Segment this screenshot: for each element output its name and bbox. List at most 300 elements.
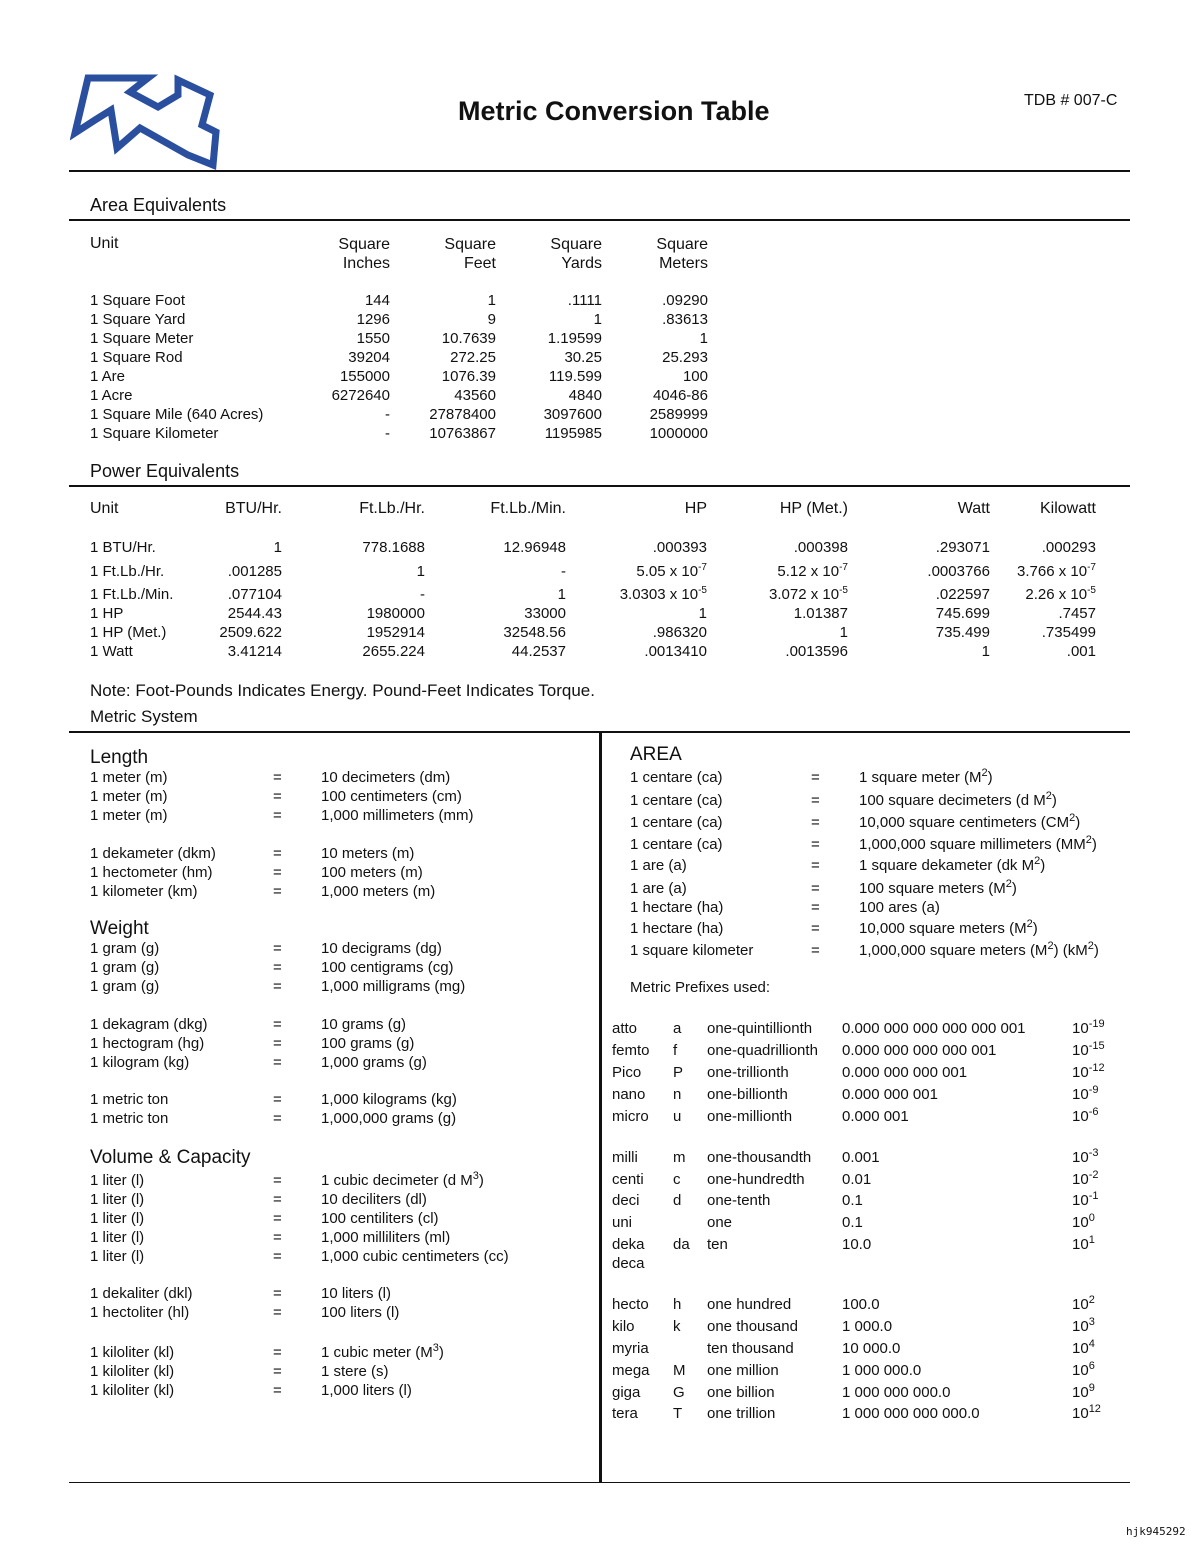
length-row-from: 1 kilometer (km) (90, 883, 198, 900)
power-row-value (275, 643, 425, 660)
volume-row-from: 1 hectoliter (hl) (90, 1304, 190, 1321)
power-row-value (132, 624, 282, 641)
metric-area-row-close: ) (1032, 920, 1038, 937)
weight-row-to-text: 1,000 grams (g) (321, 1054, 427, 1071)
metric-area-row-equals: = (811, 792, 820, 809)
weight-row-to (321, 1110, 456, 1127)
metric-area-row-close: ) (1091, 836, 1097, 853)
weight-row-to-text: 1,000,000 grams (g) (321, 1110, 457, 1127)
metric-area-row-exponent: 2 (1026, 918, 1033, 930)
power-value-exponent: -5 (839, 585, 848, 596)
prefix-symbol: h (673, 1296, 682, 1313)
prefix-name: atto (612, 1020, 638, 1037)
area-col-header-line: Square (656, 236, 708, 253)
power-row-value (946, 539, 1096, 556)
power-row-value (557, 624, 707, 641)
power-value-text: 1 (416, 563, 425, 580)
length-row-to (321, 864, 423, 881)
area-row-unit: 1 Square Kilometer (90, 425, 219, 442)
metric-area-row-from: 1 square kilometer (630, 942, 754, 959)
area-row-value: 27878400 (429, 406, 496, 423)
weight-row-equals: = (273, 1054, 282, 1071)
prefix-power (1072, 1064, 1105, 1081)
prefix-power (1072, 1042, 1105, 1059)
power-value-text: 5.05 x 10 (636, 563, 699, 580)
weight-row-from: 1 gram (g) (90, 959, 160, 976)
metric-area-row-from: 1 centare (ca) (630, 792, 723, 809)
prefix-power (1072, 1108, 1098, 1125)
volume-row-from: 1 liter (l) (90, 1248, 145, 1265)
power-value-text: 735.499 (935, 624, 990, 641)
prefix-power-base: 10 (1072, 1108, 1089, 1125)
prefix-power-exponent: 6 (1088, 1360, 1095, 1372)
prefix-power-exponent: 0 (1088, 1212, 1095, 1224)
metric-area-row-exponent: 2 (1034, 855, 1041, 867)
area-row-value: 1 (593, 311, 602, 328)
prefix-meaning: one-billionth (707, 1086, 788, 1103)
area-row-value: 4046-86 (652, 387, 708, 404)
power-value-text: .7457 (1058, 605, 1096, 622)
length-row-to-text: 10 meters (m) (321, 845, 415, 862)
prefix-power-exponent: 12 (1088, 1403, 1101, 1415)
metric-area-row-exponent: 2 (1005, 878, 1012, 890)
metric-area-row-equals: = (811, 769, 820, 786)
area-col-header-line: Square (338, 236, 390, 253)
volume-row-equals: = (273, 1248, 282, 1265)
volume-row-to (321, 1363, 389, 1380)
weight-row-from: 1 gram (g) (90, 978, 160, 995)
power-value-text: .000398 (793, 539, 848, 556)
power-value-text: 2655.224 (362, 643, 425, 660)
weight-title: Weight (90, 918, 149, 939)
prefix-meaning: one-trillionth (707, 1064, 789, 1081)
power-value-text: 2544.43 (227, 605, 282, 622)
prefix-power (1072, 1214, 1095, 1231)
length-row-from: 1 meter (m) (90, 788, 168, 805)
metric-system-title: Metric System (90, 707, 198, 726)
power-row-value (557, 605, 707, 622)
power-value-exponent: -5 (1087, 585, 1096, 596)
prefix-power-base: 10 (1072, 1384, 1089, 1401)
prefix-decimal: 0.000 000 000 001 (842, 1064, 968, 1081)
volume-row-equals: = (273, 1363, 282, 1380)
volume-row-equals: = (273, 1172, 282, 1189)
power-value-text: .0003766 (927, 563, 990, 580)
volume-row-equals: = (273, 1210, 282, 1227)
power-row-value (698, 624, 848, 641)
volume-row-to-text: 1 cubic meter (M (321, 1344, 433, 1361)
document-id: TDB # 007-C (1024, 92, 1118, 109)
prefix-decimal: 10.0 (842, 1236, 872, 1253)
metric-area-row-from: 1 centare (ca) (630, 836, 723, 853)
prefix-power-base: 10 (1072, 1042, 1089, 1059)
prefix-decimal: 10 000.0 (842, 1340, 901, 1357)
power-value-text: 1 (981, 643, 990, 660)
length-row-to (321, 788, 462, 805)
length-row-to-text: 100 meters (m) (321, 864, 423, 881)
power-value-text: 778.1688 (362, 539, 425, 556)
metric-area-row-to (859, 792, 1057, 809)
prefix-power-exponent: 2 (1088, 1294, 1095, 1306)
prefix-power (1072, 1384, 1095, 1401)
volume-row-to (321, 1210, 439, 1227)
metric-area-row-to (859, 942, 1099, 959)
metric-area-row-equals: = (811, 880, 820, 897)
area-col-header-line: Square (444, 236, 496, 253)
power-value-exponent: -5 (698, 585, 707, 596)
prefix-power-base: 10 (1072, 1236, 1089, 1253)
metric-area-row-close: ) (1011, 880, 1017, 897)
weight-row-equals: = (273, 940, 282, 957)
metric-area-row-equals: = (811, 942, 820, 959)
prefix-symbol: M (673, 1362, 686, 1379)
prefix-power (1072, 1318, 1095, 1335)
power-row-unit: 1 HP (Met.) (90, 624, 167, 641)
metric-area-row-to (859, 857, 1045, 874)
prefix-symbol: u (673, 1108, 682, 1125)
area-row-value: 155000 (339, 368, 390, 385)
area-row-value: 1 (487, 292, 496, 309)
power-value-text: 3.0303 x 10 (619, 586, 699, 603)
prefix-power-base: 10 (1072, 1340, 1089, 1357)
area-col-header-line: Meters (659, 255, 708, 272)
metric-area-row-to-text: 1 square meter (M (859, 769, 982, 786)
prefix-meaning: one hundred (707, 1296, 792, 1313)
area-col-header-line: Inches (342, 255, 390, 272)
area-row-value: 3097600 (543, 406, 602, 423)
prefix-power-exponent: 3 (1088, 1316, 1095, 1328)
area-row-unit: 1 Square Yard (90, 311, 186, 328)
prefix-name: kilo (612, 1318, 635, 1335)
metric-area-row-from: 1 are (a) (630, 880, 687, 897)
weight-row-from: 1 metric ton (90, 1110, 169, 1127)
metric-area-row-exponent: 2 (1045, 790, 1052, 802)
power-row-unit: 1 BTU/Hr. (90, 539, 156, 556)
volume-row-equals: = (273, 1344, 282, 1361)
area-row-value: 43560 (454, 387, 496, 404)
volume-row-from: 1 kiloliter (kl) (90, 1344, 175, 1361)
area-row-value: 6272640 (331, 387, 390, 404)
metric-area-row-equals: = (811, 857, 820, 874)
volume-row-close: ) (478, 1172, 484, 1189)
area-col-header-line: Feet (463, 255, 496, 272)
area-row-value: 1076.39 (441, 368, 496, 385)
volume-row-to-text: 1,000 liters (l) (321, 1382, 412, 1399)
length-row-equals: = (273, 807, 282, 824)
prefix-power (1072, 1192, 1098, 1209)
area-row-value: .09290 (662, 292, 708, 309)
area-row-unit: 1 Square Meter (90, 330, 194, 347)
prefix-decimal: 0.001 (842, 1149, 880, 1166)
metric-area-row-equals: = (811, 899, 820, 916)
volume-row-from: 1 liter (l) (90, 1229, 145, 1246)
prefix-power-exponent: 9 (1088, 1382, 1095, 1394)
power-row-value (557, 539, 707, 556)
area-row-value: 25.293 (662, 349, 708, 366)
power-value-text: .986320 (652, 624, 707, 641)
prefix-power (1072, 1020, 1105, 1037)
prefix-meaning: one-tenth (707, 1192, 771, 1209)
volume-row-to-text: 100 liters (l) (321, 1304, 400, 1321)
prefix-name: uni (612, 1214, 633, 1231)
metric-area-row-to-text: 100 ares (a) (859, 899, 940, 916)
metric-area-row-close: ) (1051, 792, 1057, 809)
power-value-text: .0013410 (644, 643, 707, 660)
volume-row-from: 1 dekaliter (dkl) (90, 1285, 193, 1302)
length-row-from: 1 meter (m) (90, 769, 168, 786)
weight-row-from: 1 metric ton (90, 1091, 169, 1108)
prefix-power-base: 10 (1072, 1214, 1089, 1231)
volume-row-from: 1 kiloliter (kl) (90, 1363, 175, 1380)
prefix-name: deci (612, 1192, 640, 1209)
volume-row-to (321, 1191, 427, 1208)
prefix-name: mega (612, 1362, 650, 1379)
volume-row-to-text: 10 liters (l) (321, 1285, 392, 1302)
area-row-value: 1296 (356, 311, 390, 328)
volume-row-from: 1 liter (l) (90, 1210, 145, 1227)
metric-area-row-to (859, 880, 1017, 897)
area-row-unit: 1 Are (90, 368, 126, 385)
power-note: Note: Foot-Pounds Indicates Energy. Pound-Feet Indicates Torque. (90, 681, 595, 700)
length-row-to-text: 100 centimeters (cm) (321, 788, 462, 805)
power-row-value (557, 586, 707, 603)
metric-area-row-from: 1 centare (ca) (630, 769, 723, 786)
prefix-symbol: f (673, 1042, 678, 1059)
metric-area-row-to-text: 1,000,000 square millimeters (MM (859, 836, 1086, 853)
prefix-meaning: one thousand (707, 1318, 798, 1335)
metric-area-row-from: 1 are (a) (630, 857, 687, 874)
metric-area-row-to (859, 814, 1080, 831)
prefix-name: hecto (612, 1296, 649, 1313)
length-row-to (321, 883, 435, 900)
prefix-symbol: k (673, 1318, 681, 1335)
power-value-text: - (561, 563, 566, 580)
metric-area-row-close: ) (kM (1053, 942, 1088, 959)
metric-area-row-to (859, 899, 940, 916)
length-row-from: 1 meter (m) (90, 807, 168, 824)
power-value-text: 3.766 x 10 (1017, 563, 1088, 580)
power-row-value (698, 605, 848, 622)
prefix-decimal: 1 000 000 000.0 (842, 1384, 951, 1401)
weight-row-equals: = (273, 978, 282, 995)
area-row-value: 1.19599 (547, 330, 602, 347)
power-value-text: 33000 (524, 605, 566, 622)
metric-area-row-to-text: 1 square dekameter (dk M (859, 857, 1035, 874)
power-row-value (275, 539, 425, 556)
area-row-value: 1000000 (649, 425, 708, 442)
prefix-power (1072, 1296, 1095, 1313)
power-row-value (132, 643, 282, 660)
metric-area-row-equals: = (811, 814, 820, 831)
metric-area-row-to (859, 920, 1038, 937)
power-row-value (416, 539, 566, 556)
weight-row-to-text: 1,000 milligrams (mg) (321, 978, 466, 995)
power-row-value (698, 539, 848, 556)
prefix-decimal: 1 000 000.0 (842, 1362, 922, 1379)
power-value-text: .735499 (1041, 624, 1096, 641)
volume-row-from: 1 kiloliter (kl) (90, 1382, 175, 1399)
power-value-exponent: -7 (698, 562, 707, 573)
length-row-from: 1 hectometer (hm) (90, 864, 213, 881)
area-col-header-line: Yards (561, 255, 602, 272)
prefix-power-base: 10 (1072, 1171, 1089, 1188)
footer-code: hjk945292 (1126, 1525, 1186, 1538)
weight-row-to-text: 10 grams (g) (321, 1016, 407, 1033)
length-row-to-text: 1,000 millimeters (mm) (321, 807, 474, 824)
prefix-power-exponent: -1 (1088, 1190, 1099, 1202)
prefix-decimal: 0.000 001 (842, 1108, 909, 1125)
prefix-decimal: 1 000 000 000 000.0 (842, 1405, 980, 1422)
weight-row-to-text: 1,000 kilograms (kg) (321, 1091, 457, 1108)
metric-area-row-from: 1 hectare (ha) (630, 920, 724, 937)
prefix-power (1072, 1171, 1098, 1188)
area-row-value: 39204 (348, 349, 390, 366)
prefix-name: Pico (612, 1064, 642, 1081)
power-row-value (132, 539, 282, 556)
prefix-power (1072, 1149, 1098, 1166)
prefix-decimal: 100.0 (842, 1296, 880, 1313)
power-row-value (275, 563, 425, 580)
metric-area-row-close: ) (1075, 814, 1081, 831)
volume-row-equals: = (273, 1229, 282, 1246)
prefix-meaning: ten thousand (707, 1340, 794, 1357)
power-row-value (132, 586, 282, 603)
prefix-decimal: 0.1 (842, 1214, 863, 1231)
length-row-to (321, 769, 450, 786)
page-title: Metric Conversion Table (458, 96, 770, 126)
area-row-unit: 1 Square Mile (640 Acres) (90, 406, 264, 423)
power-col-header: Ft.Lb./Hr. (359, 500, 425, 517)
power-col-header: Watt (957, 500, 990, 517)
power-value-text: .001285 (227, 563, 282, 580)
volume-title: Volume & Capacity (90, 1147, 251, 1168)
area-row-value: - (385, 425, 390, 442)
volume-row-equals: = (273, 1304, 282, 1321)
power-value-text: 32548.56 (503, 624, 566, 641)
volume-row-to-text: 1 cubic decimeter (d M (321, 1172, 473, 1189)
metric-area-row-close: ) (987, 769, 993, 786)
power-row-value (698, 586, 848, 603)
power-value-text: .022597 (935, 586, 990, 603)
metric-area-row-to (859, 769, 993, 786)
power-value-text: 1 (273, 539, 282, 556)
area-col-header-unit: Unit (90, 235, 119, 252)
power-col-header-unit: Unit (90, 500, 119, 517)
volume-row-equals: = (273, 1382, 282, 1399)
power-value-text: 1.01387 (793, 605, 848, 622)
prefix-name-alt: deca (612, 1255, 645, 1272)
metric-area-row-equals: = (811, 920, 820, 937)
area-row-value: 1 (699, 330, 708, 347)
prefix-name: centi (612, 1171, 644, 1188)
volume-row-close: ) (438, 1344, 444, 1361)
volume-row-to (321, 1304, 399, 1321)
power-row-value (416, 605, 566, 622)
weight-row-to (321, 1091, 457, 1108)
prefix-power-exponent: 4 (1088, 1338, 1095, 1350)
volume-row-from: 1 liter (l) (90, 1172, 145, 1189)
metric-area-row-to-text: 10,000 square meters (M (859, 920, 1027, 937)
power-col-header: HP (684, 500, 707, 517)
power-row-unit: 1 Watt (90, 643, 133, 660)
length-row-to-text: 1,000 meters (m) (321, 883, 436, 900)
prefix-power (1072, 1340, 1095, 1357)
metric-area-row-equals: = (811, 836, 820, 853)
area-row-value: 144 (364, 292, 390, 309)
power-value-text: 12.96948 (503, 539, 566, 556)
weight-row-to (321, 1054, 427, 1071)
weight-row-to-text: 100 grams (g) (321, 1035, 415, 1052)
volume-row-equals: = (273, 1191, 282, 1208)
metric-area-title: AREA (630, 744, 682, 765)
footer-divider (69, 1482, 1130, 1483)
prefix-power-exponent: -19 (1088, 1018, 1105, 1030)
metric-area-row-to-text: 10,000 square centimeters (CM (859, 814, 1070, 831)
power-row-value (132, 563, 282, 580)
volume-row-to (321, 1382, 412, 1399)
volume-row-from: 1 liter (l) (90, 1191, 145, 1208)
metric-area-row-exponent: 2 (1047, 940, 1054, 952)
weight-row-from: 1 dekagram (dkg) (90, 1016, 208, 1033)
prefix-power-base: 10 (1072, 1020, 1089, 1037)
prefix-meaning: one-millionth (707, 1108, 793, 1125)
prefix-name: milli (612, 1149, 638, 1166)
power-row-value (416, 624, 566, 641)
prefix-power-base: 10 (1072, 1086, 1089, 1103)
power-row-value (275, 624, 425, 641)
weight-row-equals: = (273, 1016, 282, 1033)
area-col-header (300, 235, 390, 273)
prefix-name: myria (612, 1340, 649, 1357)
metric-area-row-to-text: 100 square decimeters (d M (859, 792, 1046, 809)
power-row-unit: 1 Ft.Lb./Hr. (90, 563, 165, 580)
power-divider (69, 485, 1130, 487)
metric-area-row-exponent: 2 (1069, 812, 1076, 824)
prefix-name: femto (612, 1042, 650, 1059)
power-value-text: 745.699 (935, 605, 990, 622)
area-row-value: .1111 (567, 292, 602, 309)
power-row-value (416, 586, 566, 603)
prefix-power-exponent: -6 (1088, 1106, 1099, 1118)
power-value-text: 1 (839, 624, 848, 641)
length-row-to-text: 10 decimeters (dm) (321, 769, 451, 786)
area-row-unit: 1 Square Rod (90, 349, 183, 366)
prefix-symbol: m (673, 1149, 686, 1166)
length-row-equals: = (273, 845, 282, 862)
volume-row-exponent: 3 (432, 1342, 439, 1354)
weight-row-from: 1 kilogram (kg) (90, 1054, 190, 1071)
prefix-meaning: one-quadrillionth (707, 1042, 818, 1059)
volume-row-to-text: 1,000 cubic centimeters (cc) (321, 1248, 509, 1265)
area-equivalents-title: Area Equivalents (90, 195, 227, 215)
power-row-value (698, 643, 848, 660)
metric-area-row-close: ) (1093, 942, 1099, 959)
metric-area-row-exponent: 2 (981, 767, 988, 779)
power-value-text: 5.12 x 10 (777, 563, 840, 580)
power-col-header: HP (Met.) (779, 500, 848, 517)
area-col-header (512, 235, 602, 273)
power-value-text: 1 (557, 586, 566, 603)
prefix-power-base: 10 (1072, 1192, 1089, 1209)
metric-area-row-to (859, 836, 1097, 853)
prefix-decimal: 0.01 (842, 1171, 872, 1188)
power-row-value (557, 643, 707, 660)
length-row-from: 1 dekameter (dkm) (90, 845, 216, 862)
length-row-equals: = (273, 788, 282, 805)
weight-row-from: 1 hectogram (hg) (90, 1035, 205, 1052)
prefix-meaning: one-hundredth (707, 1171, 805, 1188)
metric-area-row-exponent: 2 (1085, 834, 1092, 846)
